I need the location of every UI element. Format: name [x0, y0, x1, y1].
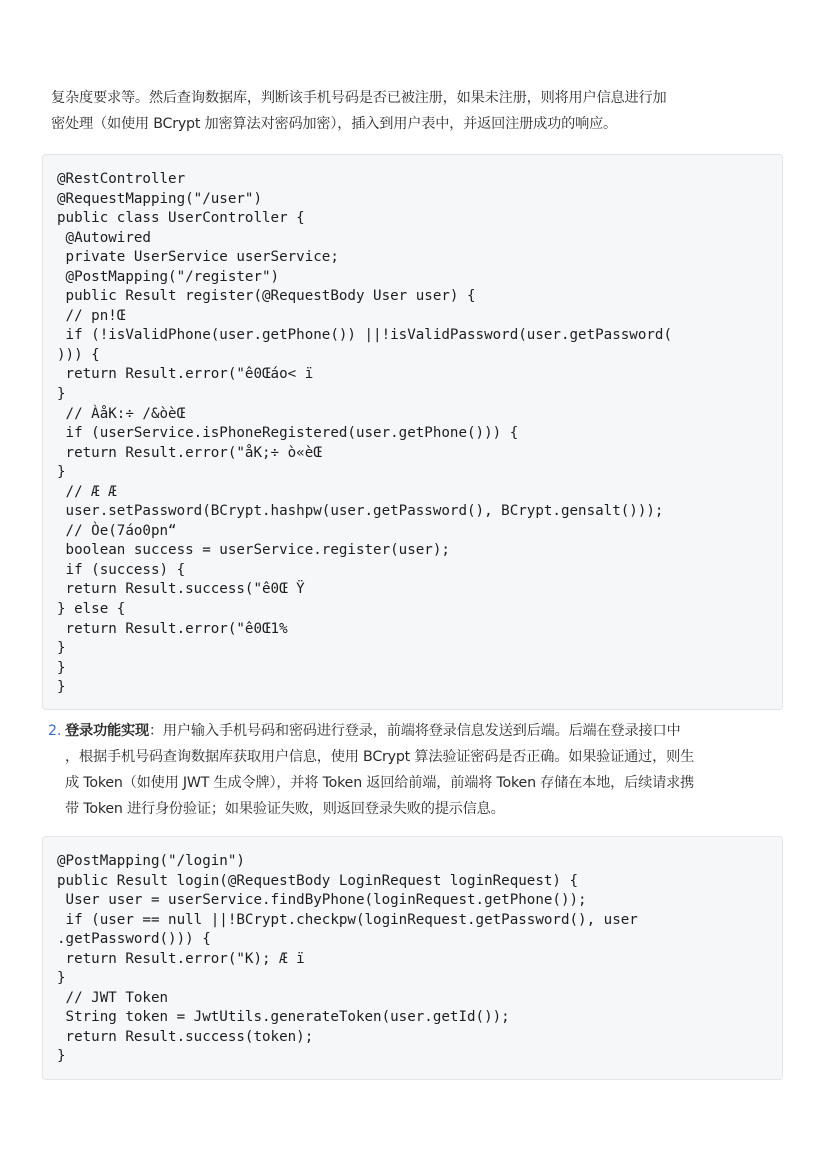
code-line: return Result.success("ê0Œ Ÿ: [57, 581, 305, 598]
paragraph-line: 密处理（如使用 BCrypt 加密算法对密码加密），插入到用户表中，并返回注册成功的响应。: [51, 116, 618, 132]
code-line: }: [57, 1048, 66, 1065]
code-line: @PostMapping("/login"): [57, 853, 245, 869]
code-line: // Òe(7áo0pn“: [57, 522, 177, 539]
code-line: public Result register(@RequestBody User user) {: [57, 288, 476, 305]
list-line-text: ：用户输入手机号码和密码进行登录，前端将登录信息发送到后端。后端在登录接口中: [148, 723, 681, 739]
intro-paragraph: [51, 85, 791, 137]
code-line: }: [57, 970, 66, 987]
list-line: 成 Token（如使用 JWT 生成令牌），并将 Token 返回给前端，前端将 Token 存储在本地，后续请求携: [65, 775, 695, 791]
code-line: @Autowired: [57, 229, 151, 246]
code-line: // pn!Œ: [57, 307, 126, 324]
code-line: }: [57, 679, 66, 696]
code-line: boolean success = userService.register(user);: [57, 542, 450, 559]
code-line: }: [57, 386, 66, 403]
code-line: return Result.success(token);: [57, 1028, 314, 1045]
list-number: 2.: [48, 723, 62, 739]
code-line: // ÀåK:÷ /&òèŒ: [57, 405, 186, 422]
paragraph-line: 复杂度要求等。然后查询数据库，判断该手机号码是否已被注册，如果未注册，则将用户信息进行加: [51, 90, 667, 106]
code-line: }: [57, 659, 66, 676]
code-line: @RequestMapping("/user"): [57, 190, 262, 207]
code-line: if (user == null ||!BCrypt.checkpw(loginRequest.getPassword(), user: [57, 911, 638, 928]
code-line: @PostMapping("/register"): [57, 268, 280, 285]
code-line: // Æ Æ: [57, 483, 117, 500]
list-line: ，根据手机号码查询数据库获取用户信息，使用 BCrypt 算法验证密码是否正确。如果验证通过，则生: [65, 749, 695, 765]
code-line: }: [57, 464, 66, 481]
code-line: String token = JwtUtils.generateToken(user.getId());: [57, 1009, 510, 1026]
code-line: return Result.error("åK;÷ ò«èŒ: [57, 444, 322, 461]
code-block-register: [42, 154, 783, 710]
code-line: return Result.error("ê0Œáo< ï: [57, 366, 314, 383]
code-line: if (!isValidPhone(user.getPhone()) ||!isValidPassword(user.getPassword(: [57, 327, 672, 344]
code-line: user.setPassword(BCrypt.hashpw(user.getPassword(), BCrypt.gensalt()));: [57, 503, 664, 520]
list-line: [65, 718, 790, 744]
list-item-login: [48, 718, 790, 822]
code-line: User user = userService.findByPhone(loginRequest.getPhone());: [57, 892, 587, 909]
code-line: // JWT Token: [57, 989, 169, 1006]
code-line: public Result login(@RequestBody LoginRequest loginRequest) {: [57, 872, 579, 889]
code-line: return Result.error("ê0Œ1%: [57, 620, 288, 637]
code-line: if (success) {: [57, 561, 186, 578]
code-line: @RestController: [57, 171, 186, 187]
list-line: 带 Token 进行身份验证；如果验证失败，则返回登录失败的提示信息。: [65, 801, 505, 817]
list-item-title: 登录功能实现: [65, 723, 149, 739]
code-line: private UserService userService;: [57, 249, 339, 266]
code-block-login: [42, 836, 783, 1080]
code-line: } else {: [57, 601, 126, 618]
list-item-body: [65, 718, 790, 822]
code-line: public class UserController {: [57, 210, 305, 227]
code-line: if (userService.isPhoneRegistered(user.getPhone())) {: [57, 425, 519, 442]
code-line: ))) {: [57, 346, 100, 363]
code-line: return Result.error("K); Æ ï: [57, 950, 305, 967]
code-line: .getPassword())) {: [57, 931, 211, 948]
code-line: }: [57, 640, 66, 657]
